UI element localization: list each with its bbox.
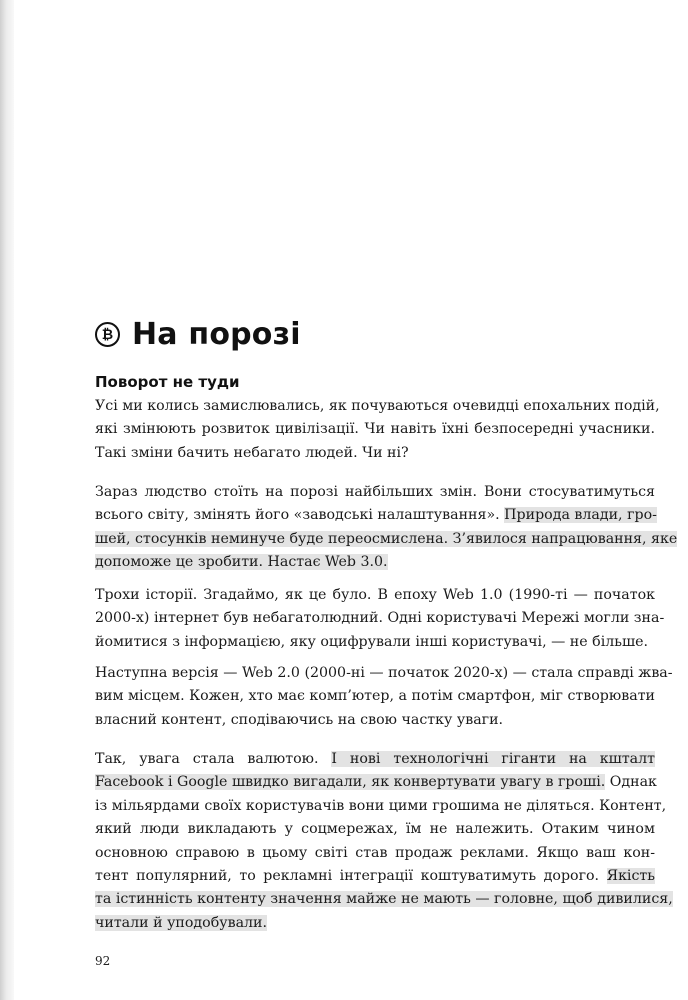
chapter-heading	[95, 312, 301, 356]
paragraph-1	[95, 395, 660, 465]
text-line	[95, 551, 655, 574]
highlighted-text: І нові технологічні гіганти на кшталт	[331, 751, 656, 767]
text-run: Трохи історії. Згадаймо, як це було. В епоху Web 1.0 (1990-ті — початок	[95, 587, 655, 603]
text-run: Зараз людство стоїть на порозі найбільших змін. Вони стосуватимуться	[95, 484, 655, 500]
paragraph-5	[95, 748, 673, 935]
text-line	[95, 607, 665, 630]
highlighted-text: допоможе це зробити. Настає Web 3.0.	[95, 554, 388, 571]
paragraph-4	[95, 662, 673, 732]
text-run: які змінюють розвиток цивілізації. Чи навіть їхні безпосередні учасники.	[95, 421, 655, 438]
text-line	[95, 395, 660, 418]
highlighted-text: Природа влади, гро-	[504, 507, 657, 524]
text-run: власний контент, сподіваючись на свою частку уваги.	[95, 711, 504, 728]
text-line	[95, 418, 655, 441]
text-run: із мільярдами своїх користувачів вони цими грошима не діляться. Контент,	[95, 797, 667, 814]
highlighted-text: та істинність контенту значення майже не мають — головне, щоб дивилися,	[95, 891, 673, 908]
text-line	[95, 771, 655, 794]
text-run: 2000-х) інтернет був небагатолюдний. Одні користувачі Мережі могли зна-	[95, 610, 665, 627]
bitcoin-glyph: ₿	[101, 326, 114, 343]
text-run: Так, увага стала валютою.	[95, 751, 332, 767]
text-line	[95, 631, 655, 654]
text-line	[95, 912, 655, 935]
text-line	[95, 504, 655, 527]
paragraph-3	[95, 584, 665, 654]
text-run: Однак	[605, 774, 657, 791]
text-run: Такі зміни бачить небагато людей. Чи ні?	[95, 444, 409, 461]
text-line	[95, 481, 655, 504]
highlighted-text: Якість	[606, 868, 655, 885]
bitcoin-icon	[95, 322, 120, 347]
page-gutter-shadow	[0, 0, 14, 1000]
text-line	[95, 842, 655, 865]
text-run: всього світу, змінять його «заводські налаштування».	[95, 507, 505, 524]
page-number: 92	[95, 954, 111, 968]
text-run: йомитися з інформацією, яку оцифрували інші користувачі, — не більше.	[95, 633, 649, 650]
text-line	[95, 818, 655, 841]
chapter-title: На порозі	[132, 316, 301, 352]
paragraph-2	[95, 481, 678, 575]
text-run: який люди викладають у соцмережах, їм не належить. Отаким чином	[95, 821, 655, 838]
section-subheading: Поворот не туди	[95, 373, 240, 391]
text-line	[95, 865, 655, 888]
text-run: тент популярний, то рекламні інтеграції коштуватимуть дорого.	[95, 868, 607, 885]
text-line	[95, 662, 673, 685]
text-run: вим місцем. Кожен, хто має комп’ютер, а потім смартфон, міг створювати	[95, 688, 655, 705]
highlighted-text: Facebook і Google швидко вигадали, як конвертувати увагу в гроші.	[95, 774, 606, 791]
text-run: Наступна версія — Web 2.0 (2000-ні — початок 2020-х) — стала справді жва-	[95, 665, 673, 681]
text-line	[95, 888, 673, 911]
text-line	[95, 442, 655, 465]
highlighted-text: шей, стосунків неминуче буде переосмислена. З’явилося напрацювання, яке	[95, 530, 678, 547]
text-line	[95, 748, 655, 771]
text-line	[95, 584, 655, 607]
highlighted-text: читали й уподобували.	[95, 914, 268, 931]
text-run: основною справою в цьому світі став продаж реклами. Якщо ваш кон-	[95, 844, 655, 861]
text-line	[95, 709, 655, 732]
text-run: Усі ми колись замислювались, як почуваються очевидці епохальних подій,	[95, 398, 660, 414]
text-line	[95, 795, 667, 818]
text-line	[95, 685, 655, 708]
text-line	[95, 528, 678, 551]
